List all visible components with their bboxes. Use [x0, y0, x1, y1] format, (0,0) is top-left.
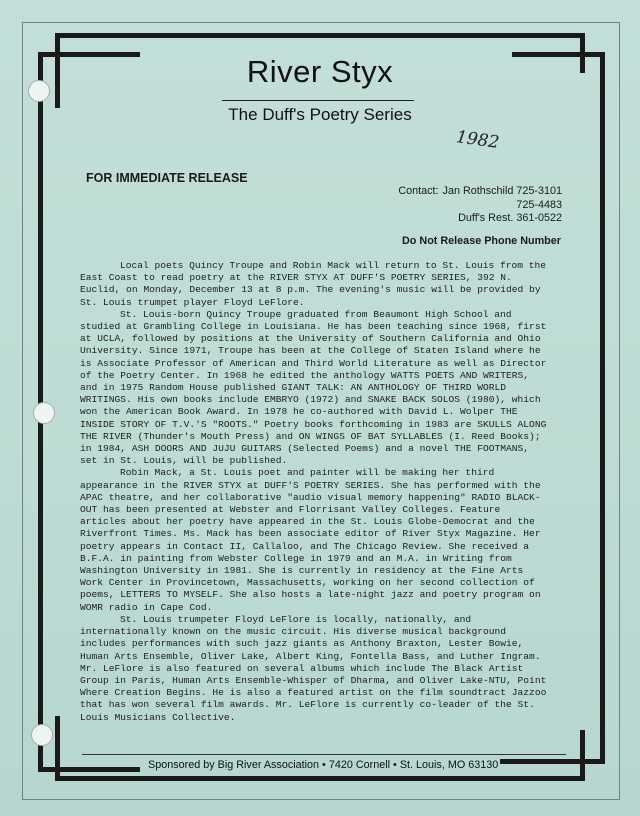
frame-top-bar: [55, 33, 585, 38]
paragraph-mack: Robin Mack, a St. Louis poet and painter will be making her third appearance in the RIVER STYX at DUFF'S POETRY SERIES. She has performed with the APAC theatre, and her collaborative "audio visual memory happening" RADIO BLACK-OUT has been presented at Webster and Florrisant Valley Colleges. Feature articles about her poetry have appeared in the St. Louis Globe-Democrat and the Riverfront Times. Ms. Mack has been associate editor of River Styx Magazine. Her poetry appears in Contact II, Callaloo, and The Chicago Review. She received a B.F.A. in painting from Webster College in 1979 and an M.A. in Writing from Washington University in 1981. She is currently in residency at the Fine Arts Work Center in Provincetown, Massachusetts, working on her second collection of poems, LETTERS TO MYSELF. She also hosts a late-night jazz and poetry program on WOMR radio in Cape Cod.: [80, 467, 541, 613]
masthead-rule: [222, 100, 414, 101]
frame-right-bottom-short: [580, 730, 585, 781]
contact-name-phone: Jan Rothschild 725-3101: [442, 185, 562, 197]
paragraph-leflore: St. Louis trumpeter Floyd LeFlore is locally, nationally, and internationally known on the music circuit. His diverse musical background includes performances with such jazz giants as Anthony Braxton, Lester Bowie, Human Arts Ensemble, Oliver Lake, Albert King, Fontella Bass, and Luther Ingram. Mr. LeFlore is also featured on several albums which include The Black Artist Group in Paris, Human Arts Ensemble-Whisper of Dharma, and Oliver Lake-NTU, Point Where Creation Begins. He is also a featured artist on the film soundtract Jazzoo that has won several film awards. Mr. LeFlore is currently co-leader of the St. Louis Musicians Collective.: [80, 613, 547, 723]
paragraph-troupe: St. Louis-born Quincy Troupe graduated from Beaumont High School and studied at Grambling College in Louisiana. He has been teaching since 1968, first at UCLA, followed by positions at the University of Southern California and Ohio University. Since 1971, Troupe has been at the College of Staten Island where he is Associate Professor of American and Third World Literature as well as Director of the Poetry Center. In 1968 he edited the anthology WATTS POETS AND WRITERS, and in 1975 Random House published GIANT TALK: AN ANTHOLOGY OF THIRD WORLD WRITINGS. His own books include EMBRYO (1972) and SNAKE BACK SOLOS (1980), which won the American Book Award. In 1978 he co-authored with David L. Wolper THE INSIDE STORY OF T.V.'S "ROOTS." Poetry books forthcoming in 1983 are SKULLS ALONG THE RIVER (Thunder's Mouth Press) and ON WINGS OF BAT SYLLABLES (I. Reed Books); in 1984, ASH DOORS AND JUJU GUITARS (Selected Poems) and a novel THE FOOTMANS, set in St. Louis, will be published.: [80, 308, 547, 467]
release-label: FOR IMMEDIATE RELEASE: [86, 171, 248, 185]
frame-bottom-left: [38, 767, 140, 772]
do-not-release-note: Do Not Release Phone Number: [402, 235, 561, 247]
frame-right-long: [600, 52, 605, 764]
frame-bottom-right: [500, 759, 605, 764]
contact-block: [302, 185, 562, 226]
footer-sponsor: Sponsored by Big River Association • 7420 Cornell • St. Louis, MO 63130: [148, 759, 499, 771]
footer-rule: [82, 754, 566, 755]
handwritten-year: 1982: [454, 127, 501, 153]
contact-label: Contact:: [398, 185, 439, 197]
frame-left-bottom-short: [55, 716, 60, 781]
masthead-subtitle: The Duff's Poetry Series: [228, 105, 412, 124]
frame-bottom-long: [55, 776, 585, 781]
paragraph-event: Local poets Quincy Troupe and Robin Mack will return to St. Louis from the East Coast to read poetry at the RIVER STYX AT DUFF'S POETRY SERIES, 392 N. Euclid, on Monday, December 13 at 8 p.m. The evening's music will be provided by St. Louis trumpet player Floyd LeFlore.: [80, 260, 547, 308]
binder-hole-middle: [33, 402, 55, 424]
press-release-body: [80, 260, 552, 724]
binder-hole-bottom: [31, 724, 53, 746]
masthead-title: River Styx: [246, 54, 394, 89]
contact-phone-3: Duff's Rest. 361-0522: [458, 212, 562, 224]
contact-phone-2: 725-4483: [516, 198, 562, 211]
